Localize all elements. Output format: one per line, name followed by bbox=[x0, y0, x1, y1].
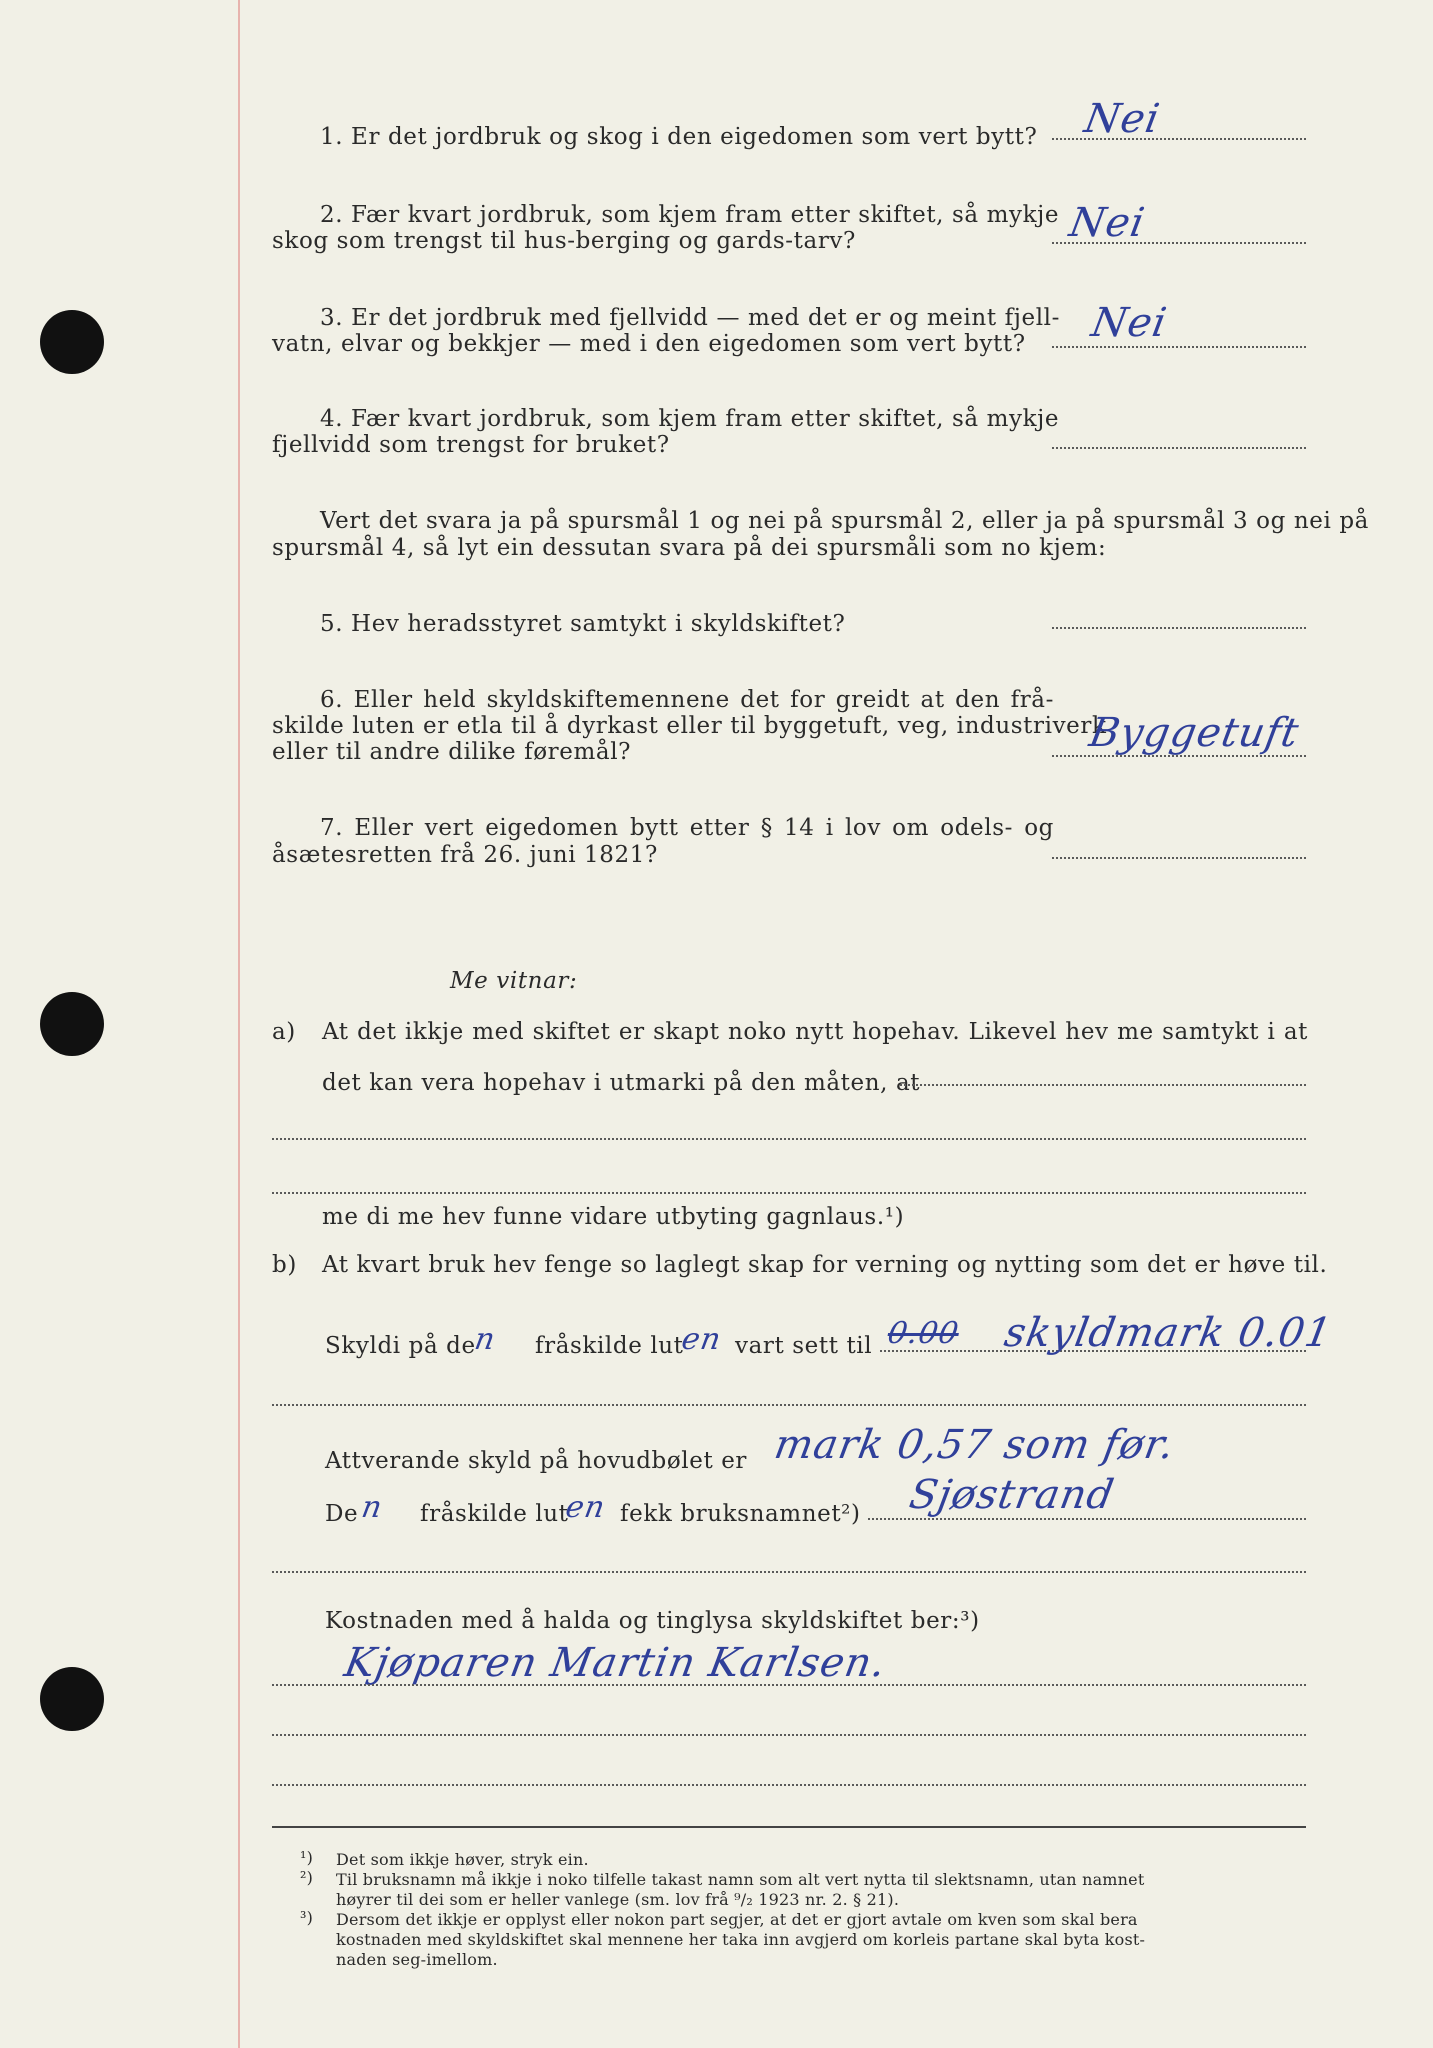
footnote-2-line2: høyrer til dei som er heller vanlege (sm. lov frå ⁹/₂ 1923 nr. 2. § 21). bbox=[336, 1890, 900, 1909]
question-7-line2: åsætesretten frå 26. juni 1821? bbox=[272, 842, 658, 868]
skyld-blank-line bbox=[272, 1404, 1306, 1406]
question-3-line1: 3. Er det jordbruk med fjellvidd — med det er og meint fjell‐ bbox=[320, 305, 1060, 331]
footnote-2-line1: Til bruksnamn må ikkje i noko tilfelle takast namn som alt vert nytta til slektsnamn, utan namnet bbox=[336, 1870, 1145, 1889]
question-4-line1: 4. Fær kvart jordbruk, som kjem fram etter skiftet, så mykje bbox=[320, 406, 1060, 432]
kostnad-answer: Kjøparen Martin Karlsen. bbox=[340, 1640, 890, 1686]
bruksnamn-answer: Sjøstrand bbox=[905, 1472, 1118, 1518]
question-5-text: 5. Hev heradsstyret samtykt i skyldskiftet? bbox=[320, 611, 846, 637]
question-1-text: 1. Er det jordbruk og skog i den eigedomen som vert bytt? bbox=[320, 124, 1038, 150]
footnote-1-mark: ¹) bbox=[300, 1848, 314, 1867]
answer-3: Nei bbox=[1087, 300, 1171, 346]
skyld-struck-value: 0.00 bbox=[884, 1316, 962, 1351]
question-2-line2: skog som trengst til hus‐berging og gards‐tarv? bbox=[272, 228, 856, 254]
intro-line2: spursmål 4, så lyt ein dessutan svara på dei spursmåli som no kjem: bbox=[272, 535, 1107, 561]
bruksnamn-answer-line bbox=[868, 1518, 1306, 1520]
answer-line-7 bbox=[1052, 857, 1306, 859]
item-a-line2: det kan vera hopehav i utmarki på den måten, at bbox=[322, 1070, 921, 1096]
footnote-3-line1: Dersom det ikkje er opplyst eller nokon part segjer, at det er gjort avtale om kven som skal bera bbox=[336, 1910, 1138, 1929]
bruksnamn-label-3: fekk bruksnamnet²) bbox=[620, 1501, 861, 1527]
item-a-line3: me di me hev funne vidare utbyting gagnlaus.¹) bbox=[322, 1204, 905, 1230]
skyld-hw-1: n bbox=[471, 1322, 499, 1357]
footnote-1: Det som ikkje høver, stryk ein. bbox=[336, 1850, 589, 1869]
kostnad-line bbox=[272, 1684, 1306, 1686]
footnote-3-line2: kostnaden med skyldskiftet skal mennene her taka inn avgjerd om korleis partane skal byta kost‐ bbox=[336, 1930, 1146, 1949]
question-6-line2: skilde luten er etla til å dyrkast eller til byggetuft, veg, industriverk bbox=[272, 713, 1107, 739]
item-a-blank-line bbox=[272, 1192, 1306, 1194]
bruksnamn-blank-line bbox=[272, 1571, 1306, 1573]
punch-hole bbox=[40, 1667, 104, 1731]
question-6-line3: eller til andre dilike føremål? bbox=[272, 739, 632, 765]
item-b-label: b) bbox=[272, 1252, 297, 1278]
footnote-divider bbox=[272, 1826, 1306, 1828]
skyld-label-2: fråskilde lut bbox=[535, 1333, 684, 1359]
bruksnamn-hw-1: n bbox=[358, 1490, 386, 1525]
bruksnamn-label-1: De bbox=[325, 1501, 359, 1527]
skyld-answer: skyldmark 0.01 bbox=[1000, 1310, 1336, 1356]
witness-heading: Me vitnar: bbox=[450, 968, 578, 994]
footnote-3-line3: naden seg‐imellom. bbox=[336, 1950, 498, 1969]
answer-line-4 bbox=[1052, 447, 1306, 449]
attverande-answer: mark 0,57 som før. bbox=[770, 1422, 1179, 1468]
item-a-blank-line bbox=[272, 1138, 1306, 1140]
question-6-line1: 6. Eller held skyldskiftemennene det for greidt at den frå‐ bbox=[320, 687, 1054, 713]
intro-line1: Vert det svara ja på spursmål 1 og nei på spursmål 2, eller ja på spursmål 3 og nei på bbox=[320, 508, 1369, 534]
bruksnamn-hw-2: en bbox=[562, 1490, 609, 1525]
attverande-label: Attverande skyld på hovudbølet er bbox=[325, 1448, 748, 1474]
punch-hole bbox=[40, 992, 104, 1056]
item-b-line1: At kvart bruk hev fenge so laglegt skap for verning og nytting som det er høve til. bbox=[322, 1252, 1328, 1278]
answer-1: Nei bbox=[1080, 96, 1164, 142]
answer-line-3 bbox=[1052, 346, 1306, 348]
kostnad-line bbox=[272, 1784, 1306, 1786]
answer-line-5 bbox=[1052, 627, 1306, 629]
kostnad-label: Kostnaden med å halda og tinglysa skyldskiftet ber:³) bbox=[325, 1608, 980, 1634]
punch-hole bbox=[40, 310, 104, 374]
question-3-line2: vatn, elvar og bekkjer — med i den eigedomen som vert bytt? bbox=[272, 331, 1026, 357]
kostnad-line bbox=[272, 1734, 1306, 1736]
margin-line bbox=[238, 0, 240, 2048]
answer-6: Byggetuft bbox=[1085, 710, 1303, 756]
item-a-line1: At det ikkje med skiftet er skapt noko nytt hopehav. Likevel hev me samtykt i at bbox=[322, 1019, 1308, 1045]
bruksnamn-label-2: fråskilde lut bbox=[420, 1501, 569, 1527]
footnote-3-mark: ³) bbox=[300, 1908, 314, 1927]
answer-2: Nei bbox=[1065, 200, 1149, 246]
question-4-line2: fjellvidd som trengst for bruket? bbox=[272, 432, 670, 458]
question-2-line1: 2. Fær kvart jordbruk, som kjem fram etter skiftet, så mykje bbox=[320, 202, 1060, 228]
skyld-hw-2: en bbox=[678, 1322, 725, 1357]
question-7-line1: 7. Eller vert eigedomen bytt etter § 14 i lov om odels‐ og bbox=[320, 815, 1054, 841]
skyld-label-3: vart sett til bbox=[735, 1333, 873, 1359]
item-a-label: a) bbox=[272, 1019, 296, 1045]
footnote-2-mark: ²) bbox=[300, 1868, 314, 1887]
skyld-label-1: Skyldi på de bbox=[325, 1333, 476, 1359]
item-a-line2-fill bbox=[900, 1084, 1306, 1086]
